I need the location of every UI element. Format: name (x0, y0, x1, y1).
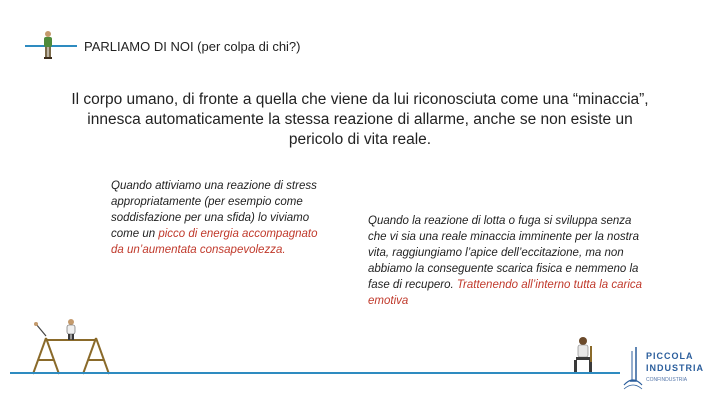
right-column-highlight: Trattenendo all’interno tutta la carica emotiva (368, 279, 643, 307)
logo-line-1: PICCOLA (646, 351, 694, 361)
logo-line-3: CONFINDUSTRIA (646, 377, 688, 383)
left-column-text (111, 178, 326, 258)
person-figure-icon (40, 30, 56, 60)
main-paragraph: Il corpo umano, di fronte a quella che viene da lui riconosciuta come una “minaccia”, innesca automaticamente la stessa reazione di allarme, anche se non esiste un pericolo di vita reale. (71, 91, 649, 148)
right-column-text (368, 213, 653, 309)
left-column-plain: Quando attiviamo una reazione di stress appropriatamente (per esempio come soddisfazione per una sfida) lo viviamo come un (111, 180, 317, 240)
ladder-figures-icon (28, 316, 118, 376)
page-title: PARLIAMO DI NOI (per colpa di chi?) (84, 39, 301, 54)
right-column-plain: Quando la reazione di lotta o fuga si sviluppa senza che vi sia una reale minaccia imminente per la nostra vita, raggiungiamo l’apice dell’eccitazione, ma non abbiamo la conseguente scarica fisica e nemmeno la fase di recupero. (368, 215, 640, 291)
seated-person-icon (568, 334, 598, 374)
brand-logo (622, 345, 718, 391)
left-column-highlight: picco di energia accompagnato da un’aumentata consapevolezza. (111, 228, 318, 256)
logo-mark-icon (622, 345, 644, 391)
logo-line-2: INDUSTRIA (646, 363, 704, 373)
footer-rule (10, 372, 620, 374)
